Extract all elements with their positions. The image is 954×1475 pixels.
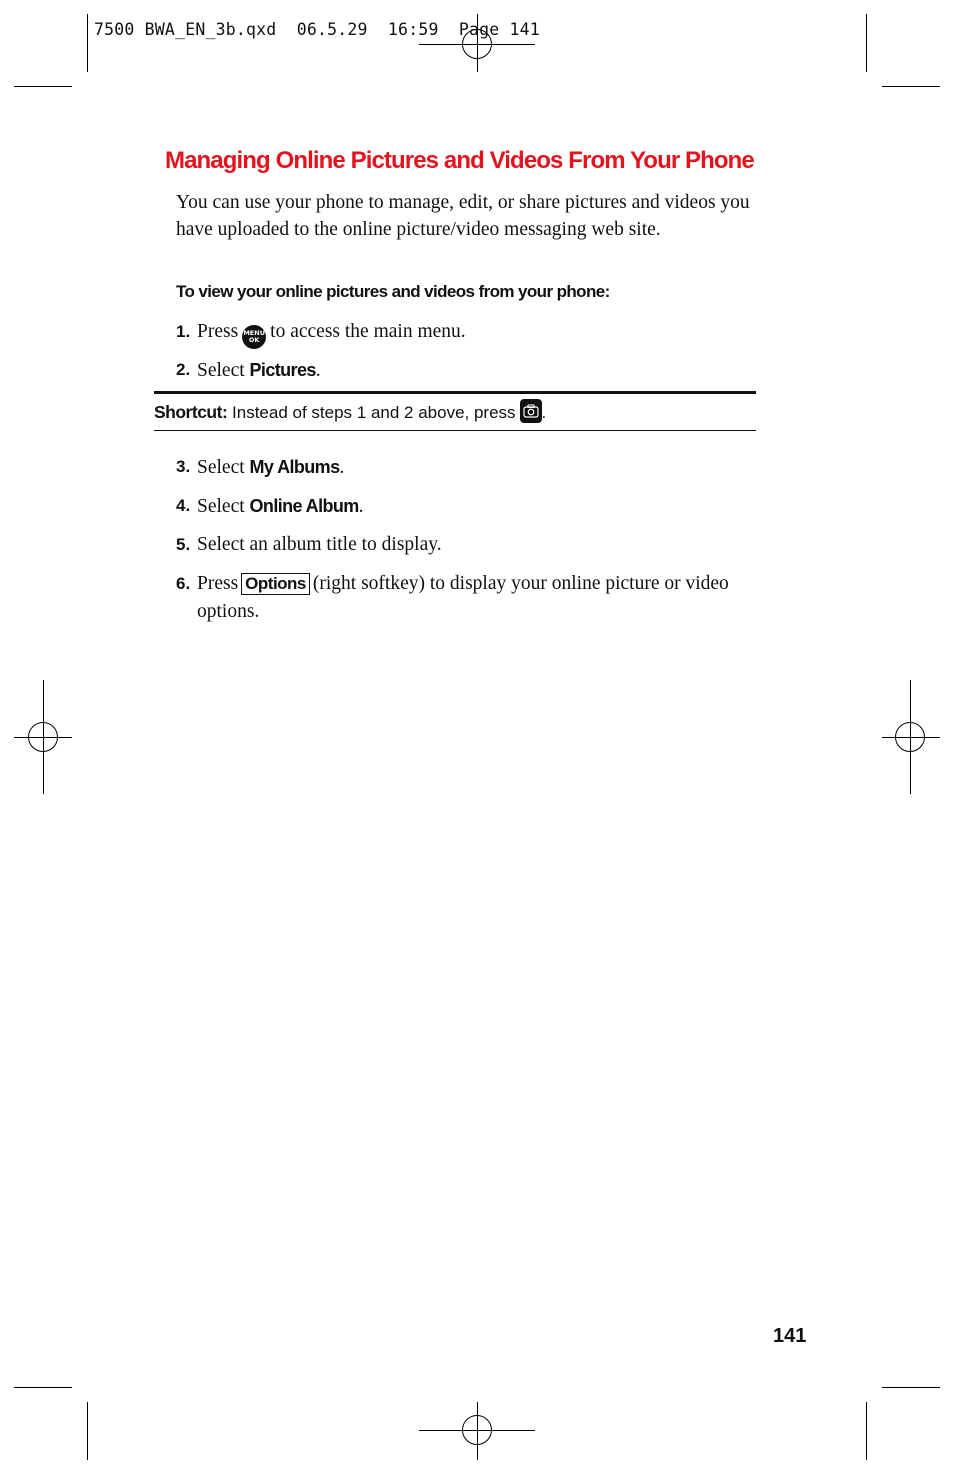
step-text-before: Select: [197, 496, 245, 517]
step-text-after: .: [315, 360, 321, 381]
procedure-heading: To view your online pictures and videos from your phone:: [176, 282, 610, 301]
menu-ok-key-icon: [242, 325, 266, 349]
step-number: 3.: [176, 457, 191, 476]
step-5: [176, 531, 762, 559]
step-number: 1.: [176, 322, 191, 341]
menu-item-name: Pictures: [249, 360, 316, 380]
step-text-before: Select: [197, 457, 245, 478]
slug-page: Page 141: [458, 20, 540, 39]
step-6: [176, 570, 762, 626]
ok-key-label: OK: [248, 336, 260, 344]
step-number: 4.: [176, 496, 191, 515]
slug-date: 06.5.29: [296, 20, 368, 39]
step-4: [176, 492, 762, 521]
step-number: 6.: [176, 574, 191, 593]
step-text-before: Press: [197, 321, 239, 342]
shortcut-rule-top: [154, 391, 756, 394]
shortcut-end: .: [541, 403, 547, 422]
print-slug: [94, 20, 540, 39]
page-number: 141: [773, 1325, 807, 1347]
step-number: 5.: [176, 535, 191, 554]
step-text-after: to access the main menu.: [270, 321, 466, 342]
intro-paragraph: You can use your phone to manage, edit, or share pictures and videos you have uploaded to the online picture/video messaging web site.: [176, 192, 750, 240]
menu-item-name: Online Album: [249, 496, 359, 516]
menu-key-label: MENU: [243, 329, 265, 337]
shortcut-label: Shortcut:: [154, 402, 228, 422]
menu-item-name: My Albums: [249, 457, 340, 477]
step-1: [176, 318, 762, 349]
slug-file: 7500 BWA_EN_3b.qxd: [94, 20, 277, 39]
step-2: [176, 356, 762, 385]
options-softkey: Options: [241, 573, 310, 595]
slug-time: 16:59: [387, 20, 439, 39]
shortcut-text: Instead of steps 1 and 2 above, press: [232, 403, 516, 422]
step-text-after: .: [339, 457, 345, 478]
camera-key-icon: [520, 399, 542, 423]
step-text-before: Press: [197, 573, 239, 594]
page-title: Managing Online Pictures and Videos From Your Phone: [165, 147, 754, 174]
shortcut-rule-bottom: [154, 430, 756, 431]
step-text-after: (right softkey) to display your online picture or video options.: [197, 573, 729, 622]
step-text-after: .: [358, 496, 364, 517]
step-text: Select an album title to display.: [197, 534, 442, 555]
step-3: [176, 453, 762, 482]
shortcut-note: [154, 399, 546, 423]
step-text-before: Select: [197, 360, 245, 381]
step-number: 2.: [176, 360, 191, 379]
